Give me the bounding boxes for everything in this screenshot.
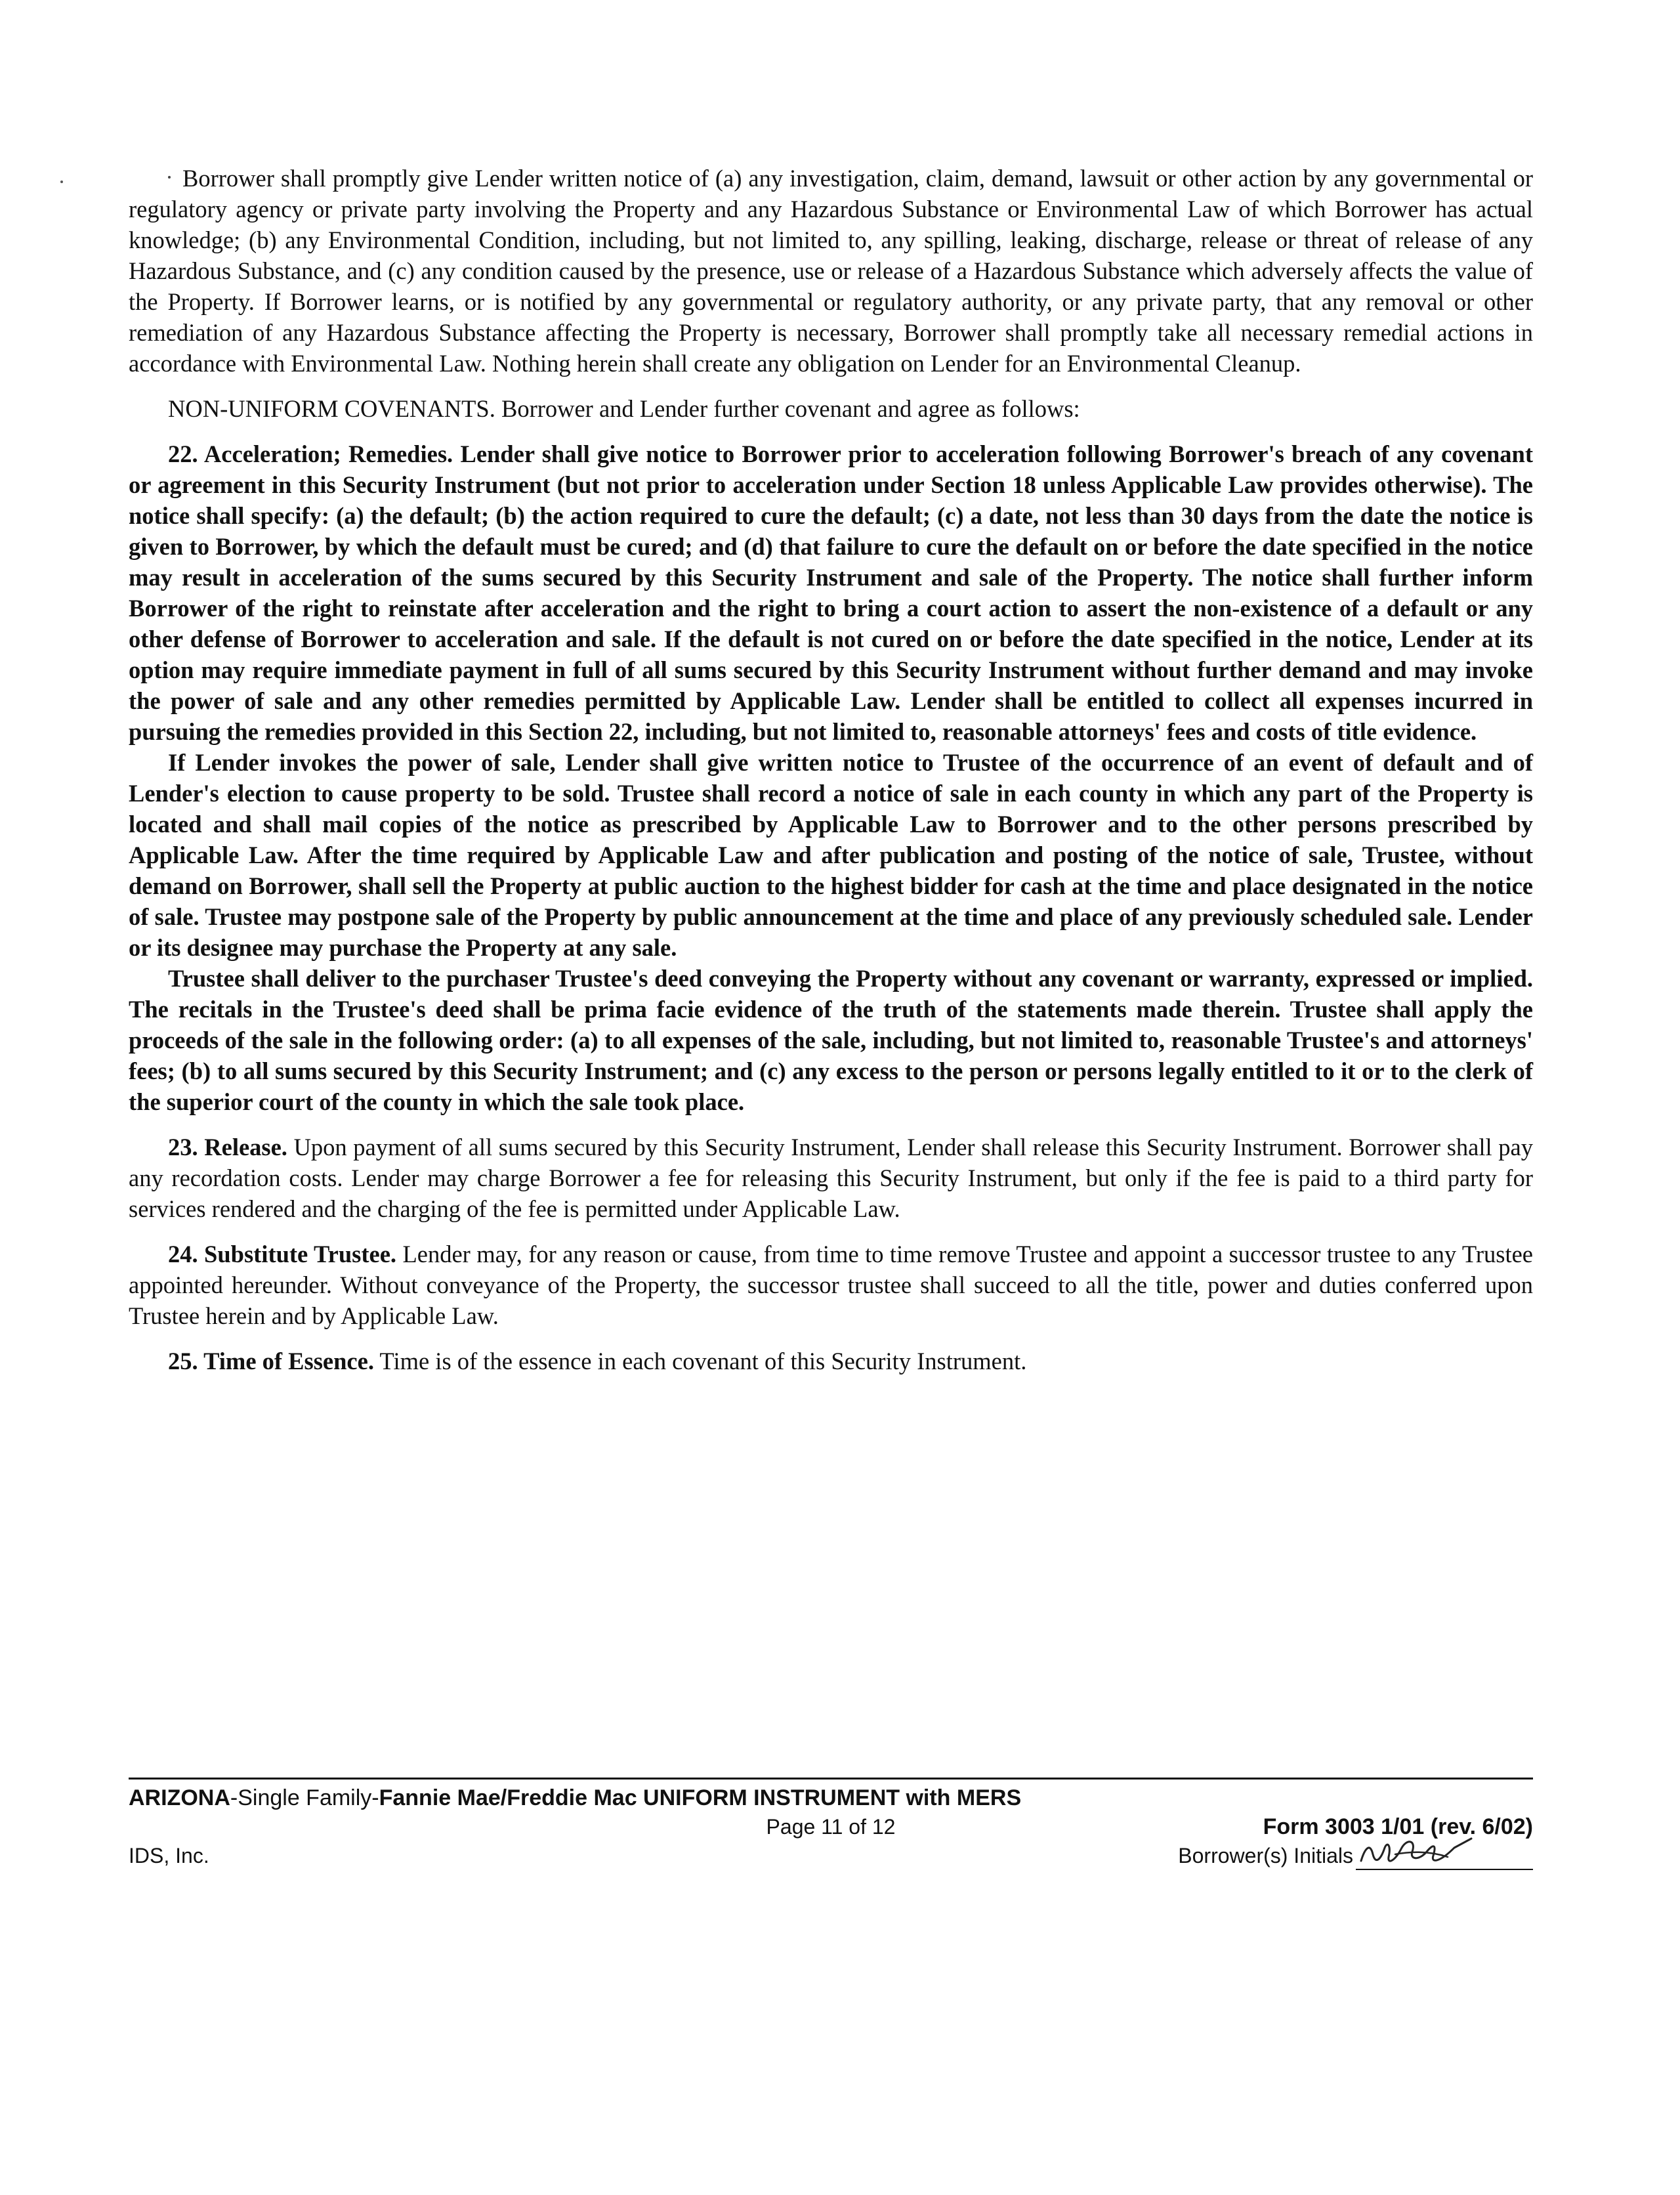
section-22-heading: 22. Acceleration; Remedies. xyxy=(168,440,453,467)
form-footer xyxy=(129,1778,1533,1870)
section-25-heading: 25. Time of Essence. xyxy=(168,1348,374,1375)
form-number: Form 3003 1/01 (rev. 6/02) xyxy=(1263,1814,1533,1839)
section-24-text: Lender may, for any reason or cause, from time to time remove Trustee and appoint a successor trustee to any Trustee appointed hereunder. Without conveyance of the Property, the successor trustee shall succeed to all the title, power and duties conferred upon Trustee herein and by Applicable Law. xyxy=(129,1241,1533,1329)
initials-label: Borrower(s) Initials xyxy=(1178,1844,1353,1867)
footer-instrument-line xyxy=(129,1783,1533,1812)
footer-family-type: -Single Family- xyxy=(230,1785,379,1810)
section-24-paragraph xyxy=(129,1239,1533,1331)
section-25-paragraph xyxy=(129,1346,1533,1376)
footer-vendor-row xyxy=(129,1841,1533,1870)
footer-state: ARIZONA xyxy=(129,1785,230,1810)
section-23-paragraph xyxy=(129,1132,1533,1224)
non-uniform-covenants-intro: NON-UNIFORM COVENANTS. Borrower and Lender further covenant and agree as follows: xyxy=(168,395,1080,422)
initials-signature-line xyxy=(1356,1843,1533,1870)
section-25-text: Time is of the essence in each covenant of this Security Instrument. xyxy=(373,1348,1027,1375)
section-22-power-of-sale: If Lender invokes the power of sale, Lender shall give written notice to Trustee of the occurrence of an event of default and of Lender's election to cause property to be sold. Trustee shall record a notice of sale in each county in which any part of the Property is located and shall mail copies of the notice as prescribed by Applicable Law to Borrower and to the other persons prescribed by Applicable Law. After the time required by Applicable Law and after publication and posting of the notice of sale, Trustee, without demand on Borrower, shall sell the Property at public auction to the highest bidder for cash at the time and place designated in the notice of sale. Trustee may postpone sale of the Property by public announcement at the time and place of any previously scheduled sale. Lender or its designee may purchase the Property at any sale. xyxy=(129,749,1533,961)
section-23-text: Upon payment of all sums secured by this Security Instrument, Lender shall release this Security Instrument. Borrower shall pay any recordation costs. Lender may charge Borrower a fee for releasing this Security Instrument, but only if the fee is paid to a third party for services rendered and the charging of the fee is permitted under Applicable Law. xyxy=(129,1134,1533,1222)
footer-instrument: Fannie Mae/Freddie Mac UNIFORM INSTRUMENT with MERS xyxy=(379,1785,1022,1810)
environmental-notice-paragraph: Borrower shall promptly give Lender written notice of (a) any investigation, claim, demand, lawsuit or other action by any governmental or regulatory agency or private party involving the Property and any Hazardous Substance or Environmental Law of which Borrower has actual knowledge; (b) any Environmental Condition, including, but not limited to, any spilling, leaking, discharge, release or threat of release of any Hazardous Substance, and (c) any condition caused by the presence, use or release of a Hazardous Substance which adversely affects the value of the Property. If Borrower learns, or is notified by any governmental or regulatory authority, or any private party, that any removal or other remediation of any Hazardous Substance affecting the Property is necessary, Borrower shall promptly take all necessary remedial actions in accordance with Environmental Law. Nothing herein shall create any obligation on Lender for an Environmental Cleanup. xyxy=(129,165,1533,377)
footer-page-row xyxy=(129,1812,1533,1841)
section-23-heading: 23. Release. xyxy=(168,1134,287,1161)
bullet-dot-icon xyxy=(168,176,171,179)
initials-block xyxy=(1178,1841,1533,1870)
section-24-heading: 24. Substitute Trustee. xyxy=(168,1241,397,1268)
vendor-name: IDS, Inc. xyxy=(129,1844,209,1867)
handwritten-initials-icon xyxy=(1356,1828,1487,1869)
section-22-paragraph xyxy=(129,438,1533,747)
page-number: Page 11 of 12 xyxy=(766,1815,896,1839)
section-22-trustee-deed: Trustee shall deliver to the purchaser Trustee's deed conveying the Property without any covenant or warranty, expressed or implied. The recitals in the Trustee's deed shall be prima facie evidence of the truth of the statements made therein. Trustee shall apply the proceeds of the sale in the following order: (a) to all expenses of the sale, including, but not limited to, reasonable Trustee's and attorneys' fees; (b) to all sums secured by this Security Instrument; and (c) any excess to the person or persons legally entitled to it or to the clerk of the superior court of the county in which the sale took place. xyxy=(129,965,1533,1115)
footer-rule xyxy=(129,1778,1533,1779)
section-22-text: Lender shall give notice to Borrower prior to acceleration following Borrower's breach of any covenant or agreement in this Security Instrument (but not prior to acceleration under Section 18 unless Applicable Law provides otherwise). The notice shall specify: (a) the default; (b) the action required to cure the default; (c) a date, not less than 30 days from the date the notice is given to Borrower, by which the default must be cured; and (d) that failure to cure the default on or before the date specified in the notice may result in acceleration of the sums secured by this Security Instrument and sale of the Property. The notice shall further inform Borrower of the right to reinstate after acceleration and the right to bring a court action to assert the non-existence of a default or any other defense of Borrower to acceleration and sale. If the default is not cured on or before the date specified in the notice, Lender at its option may require immediate payment in full of all sums secured by this Security Instrument without further demand and may invoke the power of sale and any other remedies permitted by Applicable Law. Lender shall be entitled to collect all expenses incurred in pursuing the remedies provided in this Section 22, including, but not limited to, reasonable attorneys' fees and costs of title evidence. xyxy=(129,440,1533,745)
scan-speck xyxy=(60,181,63,183)
document-body xyxy=(129,163,1533,1376)
